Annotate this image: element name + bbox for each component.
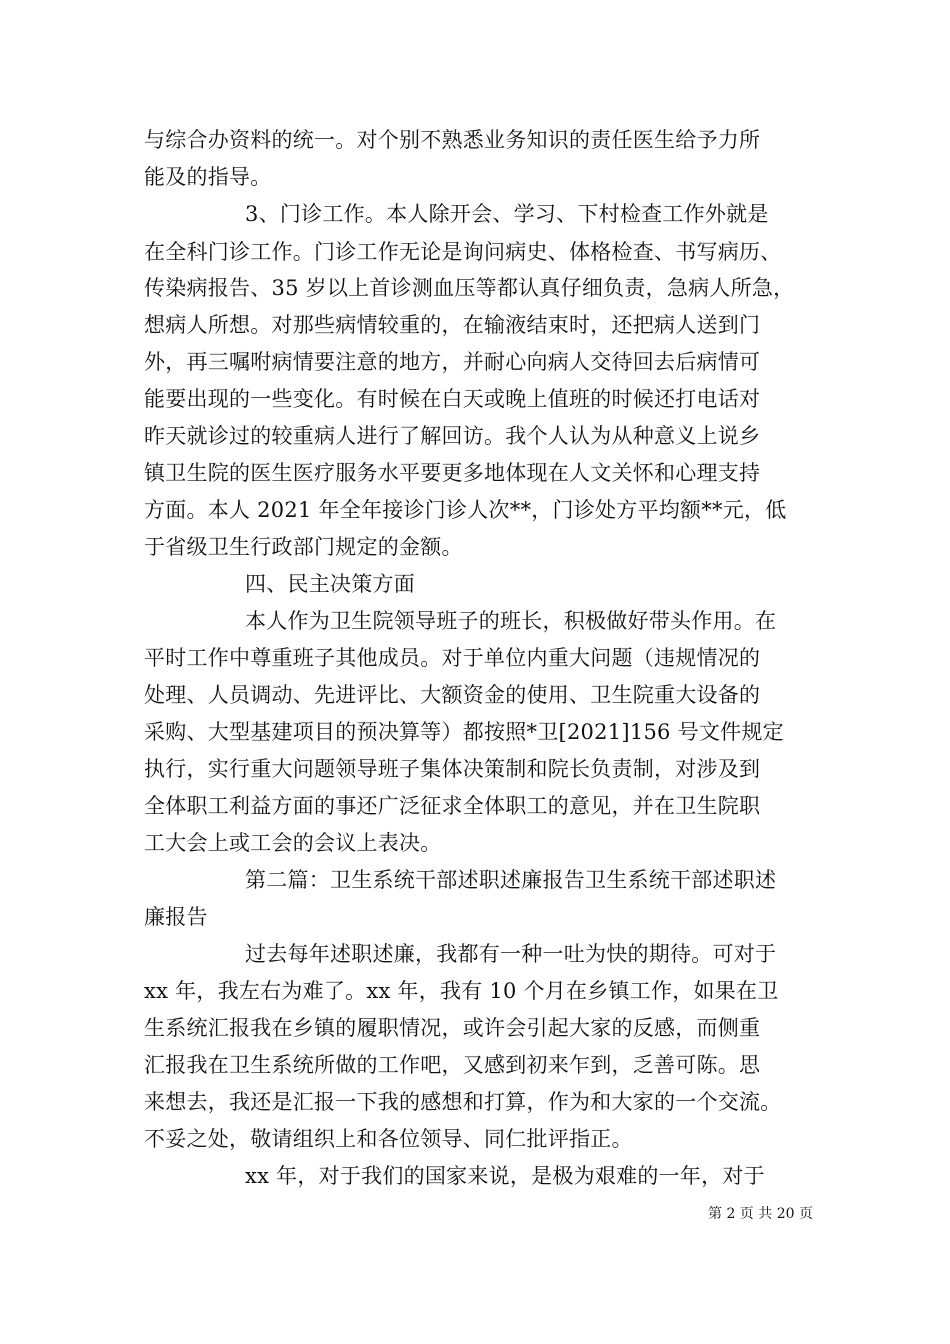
text-line: 能要出现的一些变化。有时候在白天或晚上值班的时候还打电话对 <box>144 387 761 411</box>
text-line: 采购、大型基建项目的预决算等）都按照*卫[2021]156 号文件规定 <box>144 720 784 744</box>
text-line: 昨天就诊过的较重病人进行了解回访。我个人认为从种意义上说乡 <box>144 424 761 448</box>
text-line: 生系统汇报我在乡镇的履职情况，或许会引起大家的反感，而侧重 <box>144 1016 761 1040</box>
text-line: 与综合办资料的统一。对个别不熟悉业务知识的责任医生给予力所 <box>144 128 761 152</box>
text-line: xx 年，对于我们的国家来说，是极为艰难的一年，对于 <box>245 1164 765 1188</box>
text-line: 处理、人员调动、先进评比、大额资金的使用、卫生院重大设备的 <box>144 683 761 707</box>
chapter-heading-continued: 廉报告 <box>144 905 208 929</box>
text-line: 来想去，我还是汇报一下我的感想和打算，作为和大家的一个交流。 <box>144 1090 782 1114</box>
text-line: 镇卫生院的医生医疗服务水平要更多地体现在人文关怀和心理支持 <box>144 461 761 485</box>
section-heading: 四、民主决策方面 <box>245 572 415 596</box>
text-line: 本人作为卫生院领导班子的班长，积极做好带头作用。在 <box>245 609 777 633</box>
text-line: 在全科门诊工作。门诊工作无论是询问病史、体格检查、书写病历、 <box>144 240 782 264</box>
text-line: 平时工作中尊重班子其他成员。对于单位内重大问题（违规情况的 <box>144 646 761 670</box>
text-line: 过去每年述职述廉，我都有一种一吐为快的期待。可对于 <box>245 942 777 966</box>
text-line: 外，再三嘱咐病情要注意的地方，并耐心向病人交待回去后病情可 <box>144 350 761 374</box>
text-line: xx 年，我左右为难了。xx 年，我有 10 个月在乡镇工作，如果在卫 <box>144 979 779 1003</box>
text-line: 传染病报告、35 岁以上首诊测血压等都认真仔细负责，急病人所急， <box>144 276 795 300</box>
text-line: 汇报我在卫生系统所做的工作吧，又感到初来乍到，乏善可陈。思 <box>144 1053 761 1077</box>
text-line: 3、门诊工作。本人除开会、学习、下村检查工作外就是 <box>245 202 769 226</box>
text-line: 于省级卫生行政部门规定的金额。 <box>144 535 463 559</box>
chapter-heading: 第二篇：卫生系统干部述职述廉报告卫生系统干部述职述 <box>245 868 777 892</box>
text-line: 全体职工利益方面的事还广泛征求全体职工的意见，并在卫生院职 <box>144 794 761 818</box>
text-line: 能及的指导。 <box>144 165 272 189</box>
page-number: 第 2 页 共 20 页 <box>708 1206 813 1222</box>
text-line: 方面。本人 2021 年全年接诊门诊人次**，门诊处方平均额**元，低 <box>144 498 787 522</box>
text-line: 想病人所想。对那些病情较重的，在输液结束时，还把病人送到门 <box>144 313 761 337</box>
text-line: 不妥之处，敬请组织上和各位领导、同仁批评指正。 <box>144 1127 633 1151</box>
text-line: 执行，实行重大问题领导班子集体决策制和院长负责制，对涉及到 <box>144 757 761 781</box>
text-line: 工大会上或工会的会议上表决。 <box>144 831 442 855</box>
